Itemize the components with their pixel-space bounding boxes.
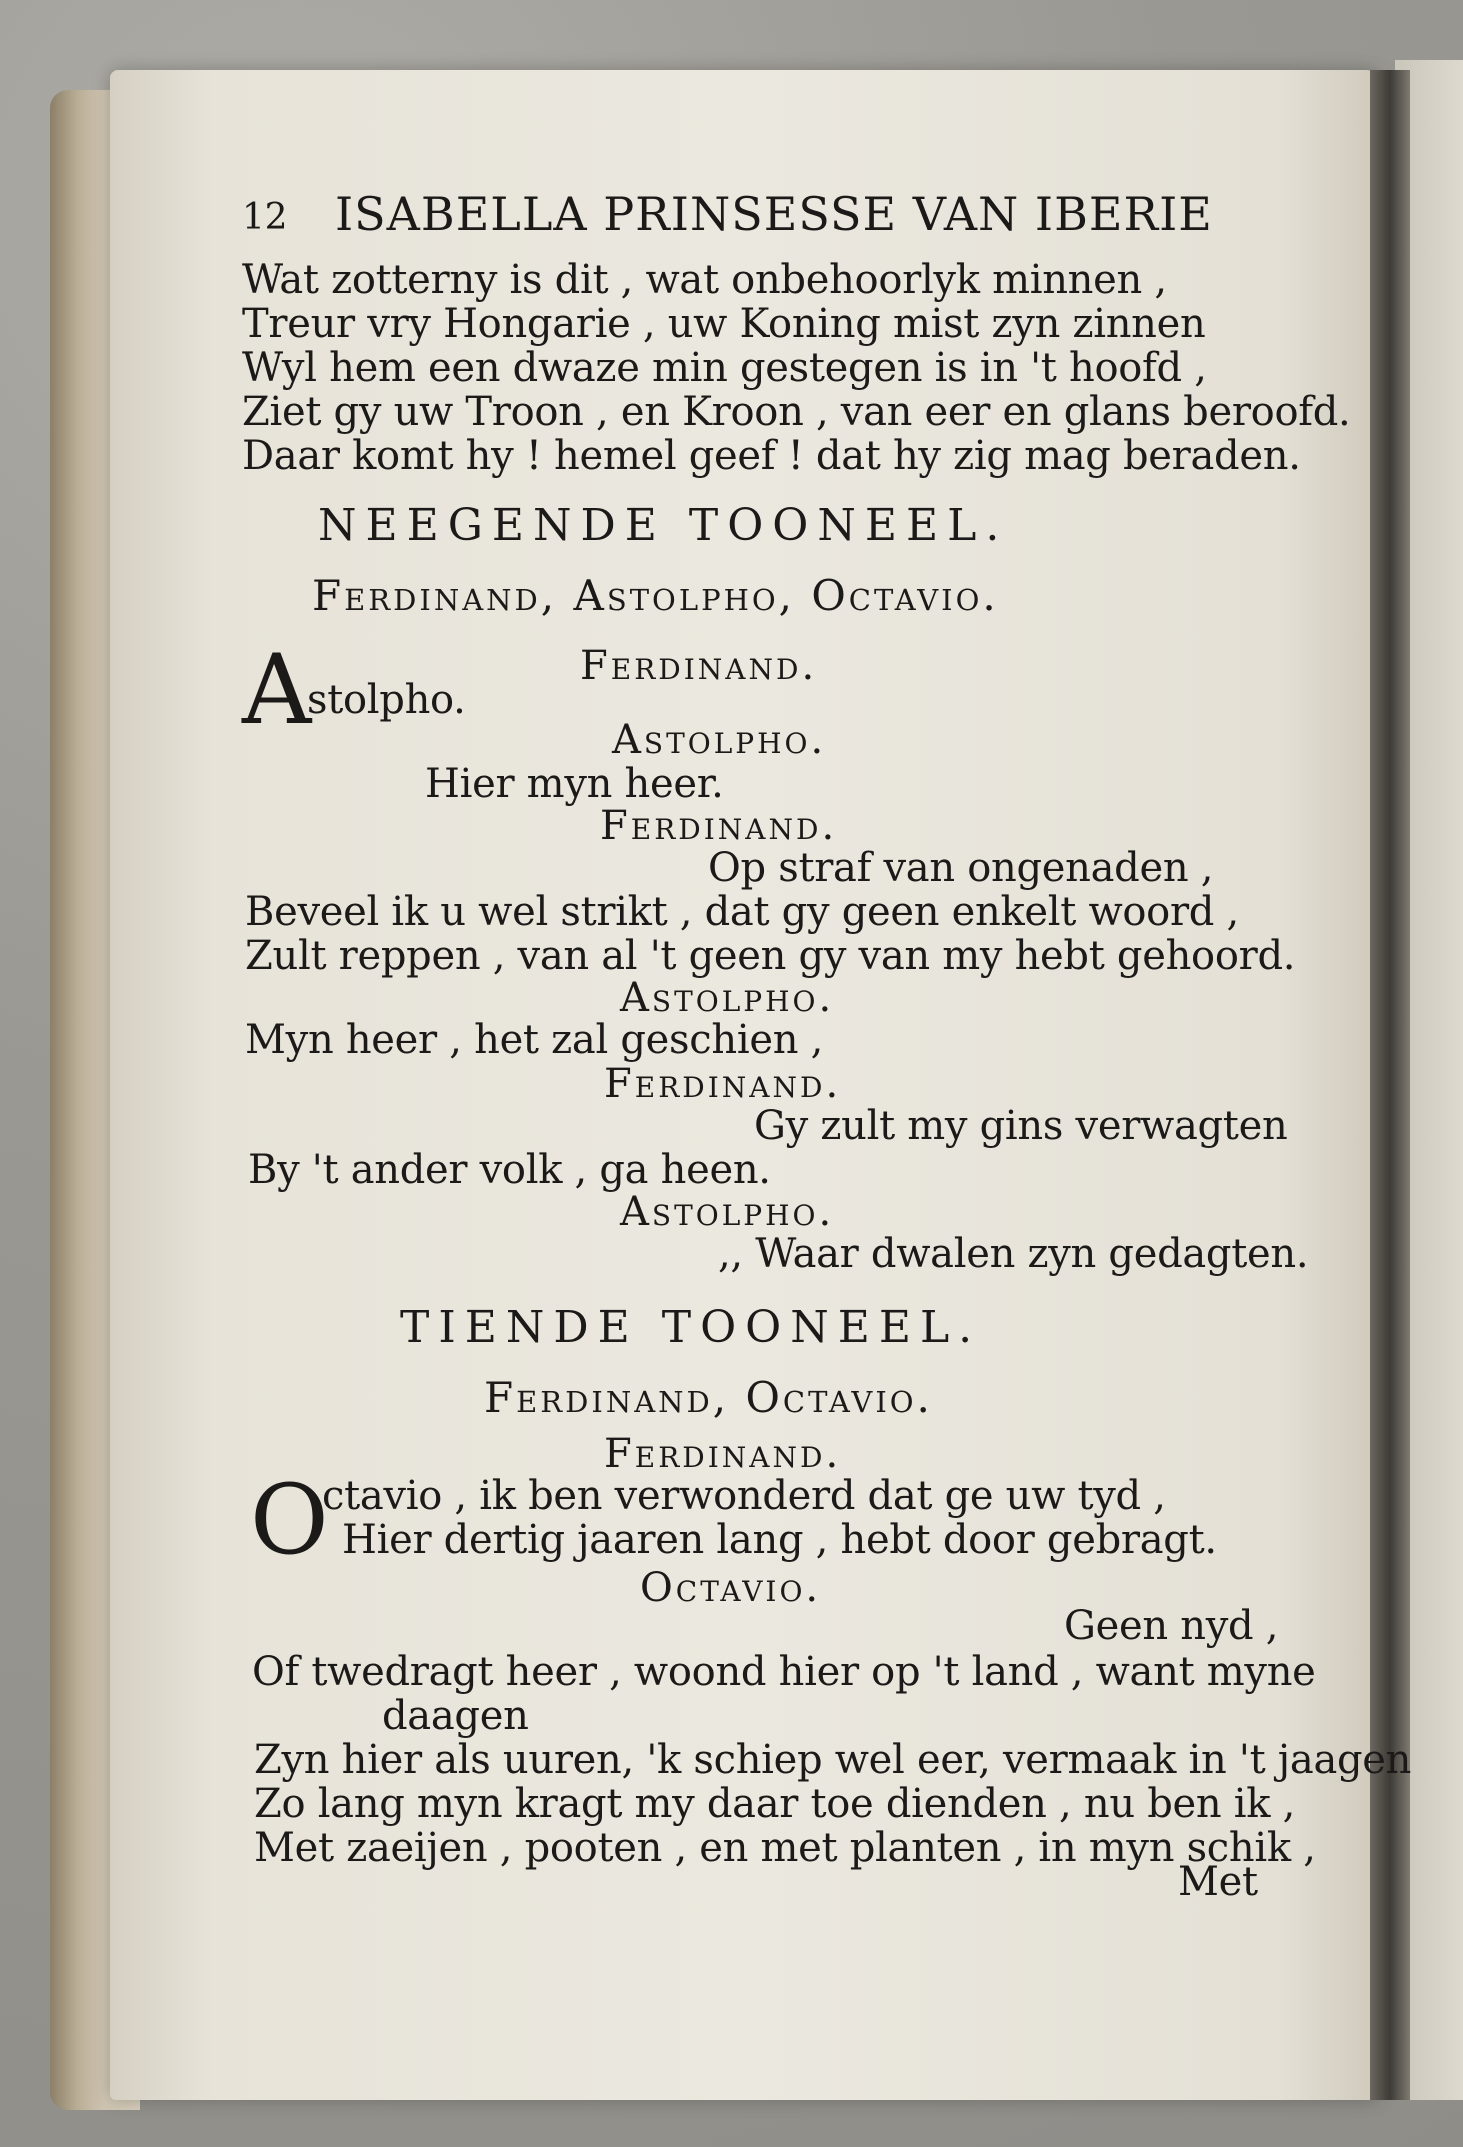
verse-line: Gy zult my gins verwagten (754, 1103, 1288, 1149)
verse-line: Zyn hier als uuren, 'k schiep wel eer, vermaak in 't jaagen (254, 1737, 1412, 1783)
verse-line: Hier dertig jaaren lang , hebt door gebragt. (342, 1517, 1217, 1563)
verse-line: stolpho. (307, 677, 466, 723)
drop-cap: O (250, 1464, 329, 1576)
speaker-name: Ferdinand. (600, 803, 838, 849)
page-number: 12 (242, 197, 288, 238)
verse-line: Zo lang myn kragt my daar toe dienden , nu ben ik , (254, 1781, 1296, 1827)
scene-heading: TIENDE TOONEEL. (400, 1302, 982, 1353)
verse-line: ctavio , ik ben verwonderd dat ge uw tyd , (322, 1473, 1166, 1519)
verse-line: Op straf van ongenaden , (708, 845, 1214, 891)
verse-line: Wyl hem een dwaze min gestegen is in 't hoofd , (242, 345, 1207, 391)
speaker-name: Astolpho. (620, 1189, 835, 1235)
book-gutter (1370, 70, 1410, 2100)
verse-line: ,, Waar dwalen zyn gedagten. (718, 1231, 1309, 1277)
speaker-name: Astolpho. (612, 717, 827, 763)
verse-line: Myn heer , het zal geschien , (245, 1017, 823, 1063)
verse-line: Wat zotterny is dit , wat onbehoorlyk minnen , (242, 257, 1167, 303)
verse-line: Geen nyd , (1064, 1603, 1279, 1649)
drop-cap: A (242, 634, 312, 746)
scene-heading: NEEGENDE TOONEEL. (318, 500, 1009, 551)
cast-list: Ferdinand, Astolpho, Octavio. (312, 571, 999, 620)
speaker-name: Ferdinand. (604, 1061, 842, 1107)
verse-line: Zult reppen , van al 't geen gy van my hebt gehoord. (245, 933, 1296, 979)
verse-line: Of twedragt heer , woond hier op 't land , want myne (252, 1649, 1316, 1695)
verse-line: Met zaeijen , pooten , en met planten , in myn schik , (254, 1825, 1316, 1871)
speaker-name: Ferdinand. (604, 1431, 842, 1477)
speaker-name: Octavio. (640, 1565, 822, 1611)
verse-line: daagen (382, 1693, 529, 1739)
verse-line: Ziet gy uw Troon , en Kroon , van eer en glans beroofd. (242, 389, 1351, 435)
running-title: ISABELLA PRINSESSE VAN IBERIE (335, 187, 1213, 241)
verse-line: Hier myn heer. (425, 761, 724, 807)
cast-list: Ferdinand, Octavio. (484, 1373, 933, 1422)
speaker-name: Astolpho. (620, 975, 835, 1021)
speaker-name: Ferdinand. (580, 643, 818, 689)
catchword: Met (1178, 1859, 1258, 1905)
verse-line: Daar komt hy ! hemel geef ! dat hy zig mag beraden. (242, 433, 1301, 479)
verse-line: Beveel ik u wel strikt , dat gy geen enkelt woord , (245, 889, 1239, 935)
verse-line: By 't ander volk , ga heen. (248, 1147, 771, 1193)
verse-line: Treur vry Hongarie , uw Koning mist zyn zinnen (242, 301, 1206, 347)
